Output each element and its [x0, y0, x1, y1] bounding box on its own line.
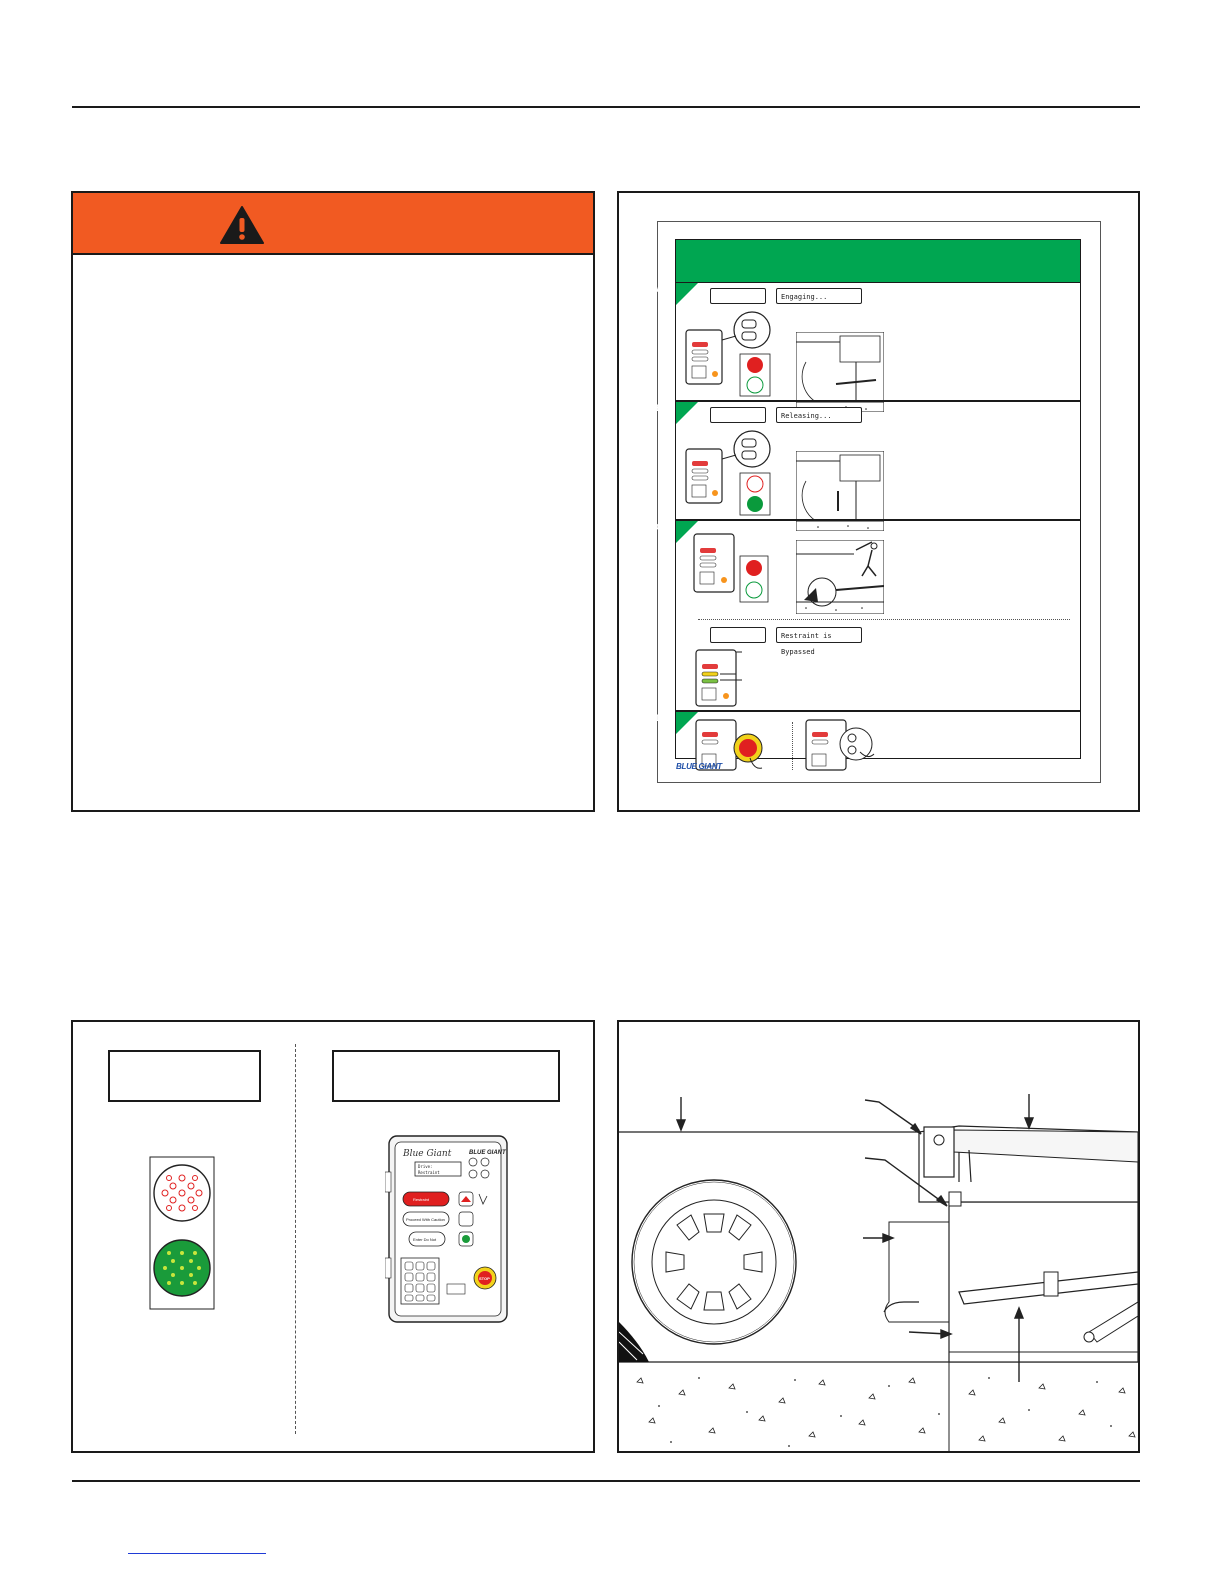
step-a-label-box	[710, 288, 766, 304]
sign-body	[656, 239, 1081, 771]
panel-dashed-divider	[295, 1044, 296, 1434]
warning-header	[73, 193, 593, 255]
controller-unit-icon	[385, 1132, 515, 1328]
svg-text:Restraint: Restraint	[413, 1197, 430, 1202]
svg-text:Restraint: Restraint	[418, 1170, 440, 1175]
traffic-light-icon	[149, 1156, 215, 1310]
controller-label-box	[332, 1050, 560, 1102]
step-c-controller-icon	[682, 530, 778, 610]
bottom-rule	[72, 1480, 1140, 1482]
step-d-reset-icon	[802, 718, 892, 774]
step-c-bypass-controller-icon	[694, 648, 774, 708]
footer-link[interactable]	[128, 1553, 266, 1554]
step-c-dock-illustration	[796, 540, 884, 614]
sign-brand-logo: BLUE GIANT	[676, 762, 722, 771]
step-a-controller-icon	[682, 310, 778, 398]
controller-script-logo: Blue Giant	[403, 1149, 452, 1159]
step-b-lcd: Releasing...	[776, 407, 862, 423]
divider-ab	[676, 400, 1080, 402]
dock-restraint-panel	[617, 1020, 1140, 1453]
divider-bc	[676, 519, 1080, 521]
step-c-lcd: Restraint is Bypassed	[776, 627, 862, 643]
svg-text:Proceed With Caution: Proceed With Caution	[406, 1217, 445, 1222]
divider-cd	[676, 710, 1080, 712]
step-d-marker: D	[676, 712, 698, 734]
step-a-lcd: Engaging...	[776, 288, 862, 304]
top-rule	[72, 106, 1140, 108]
warning-triangle-icon	[219, 205, 265, 245]
step-d-dotted-divider	[792, 722, 793, 770]
controller-stop-label: STOP	[479, 1276, 490, 1281]
lights-controller-panel	[71, 1020, 595, 1453]
step-b-controller-icon	[682, 429, 778, 517]
step-c-label-box	[710, 627, 766, 643]
svg-text:Enter Do Not: Enter Do Not	[413, 1237, 437, 1242]
step-b-marker: B	[676, 402, 698, 424]
sign-frame	[657, 221, 1101, 783]
step-c-marker: C	[676, 521, 698, 543]
controller-brand-logo: BLUE GIANT	[469, 1150, 506, 1156]
step-c-dotted-divider	[698, 619, 1070, 620]
svg-text:Drive:: Drive:	[418, 1164, 433, 1169]
sign-header	[676, 240, 1080, 283]
step-a-marker: A	[676, 283, 698, 305]
step-b-label-box	[710, 407, 766, 423]
operating-sign-panel	[617, 191, 1140, 812]
warning-panel	[71, 191, 595, 812]
lights-label-box	[108, 1050, 261, 1102]
dock-restraint-illustration	[619, 1022, 1138, 1451]
